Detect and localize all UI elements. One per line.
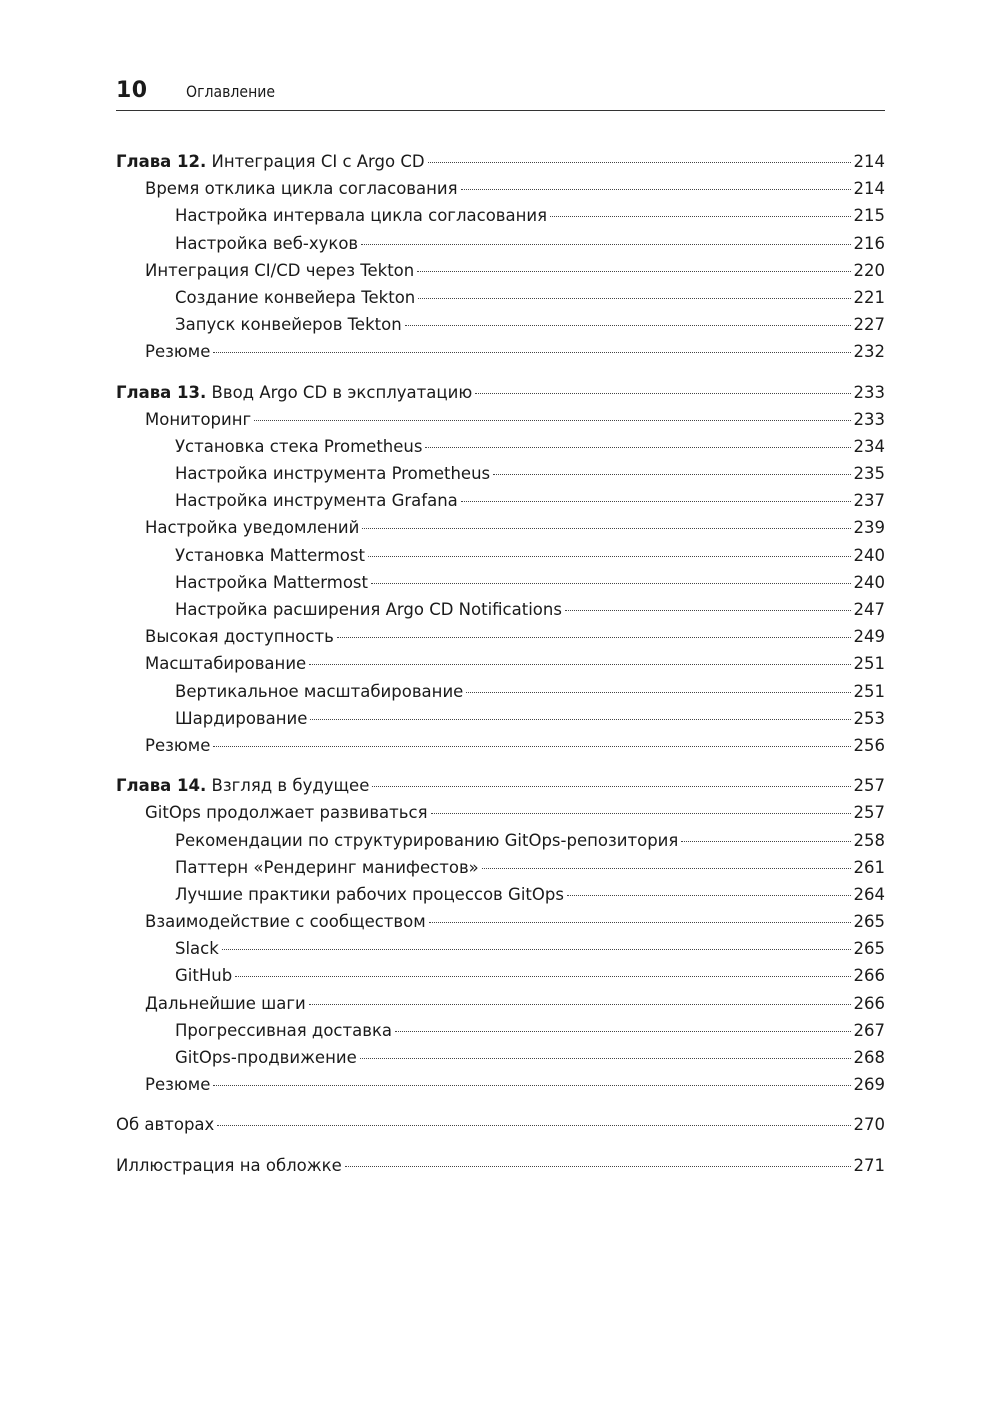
toc-entry-title bbox=[145, 803, 428, 822]
dot-leader bbox=[213, 352, 850, 353]
dot-leader bbox=[213, 1085, 850, 1086]
toc-entry[interactable] bbox=[116, 682, 885, 709]
toc-entry[interactable] bbox=[116, 1075, 885, 1102]
dot-leader bbox=[417, 271, 850, 272]
page-reference: 220 bbox=[853, 260, 885, 280]
entry-title-text: Масштабирование bbox=[145, 654, 307, 674]
entry-title-text: Прогрессивная доставка bbox=[175, 1020, 393, 1040]
dot-leader bbox=[213, 746, 850, 747]
toc-entry[interactable] bbox=[116, 912, 885, 939]
toc-entry-title bbox=[145, 342, 210, 361]
toc-entry-title bbox=[175, 206, 547, 225]
toc-entry[interactable] bbox=[116, 1048, 885, 1075]
page-reference: 270 bbox=[853, 1115, 885, 1135]
entry-title-text: Паттерн «Рендеринг манифестов» bbox=[175, 857, 479, 877]
entry-title-text: Шардирование bbox=[175, 708, 308, 728]
toc-entry-title bbox=[175, 966, 232, 985]
page-reference: 264 bbox=[853, 884, 885, 904]
toc-entry[interactable] bbox=[116, 234, 885, 261]
toc-entry-title bbox=[145, 912, 426, 931]
toc-entry[interactable] bbox=[116, 315, 885, 342]
page-reference: 268 bbox=[853, 1048, 885, 1067]
toc-entry-title bbox=[175, 600, 562, 619]
toc-entry-title bbox=[145, 736, 210, 755]
page-reference: 253 bbox=[853, 708, 885, 728]
page-reference: 258 bbox=[853, 830, 885, 850]
table-of-contents bbox=[116, 152, 885, 1196]
toc-entry-title bbox=[145, 654, 306, 673]
page-reference: 233 bbox=[853, 409, 885, 429]
page-reference: 227 bbox=[853, 315, 885, 335]
entry-title-text: Иллюстрация на обложке bbox=[116, 1155, 342, 1175]
entry-title-text: Лучшие практики рабочих процессов GitOps bbox=[175, 884, 564, 904]
toc-entry[interactable] bbox=[116, 709, 885, 736]
entry-title-text: Ввод Argo CD в эксплуатацию bbox=[206, 382, 473, 402]
toc-entry[interactable] bbox=[116, 627, 885, 654]
dot-leader bbox=[309, 664, 850, 665]
toc-entry-title bbox=[116, 1156, 342, 1175]
page-reference: 221 bbox=[853, 287, 885, 307]
entry-title-text: Дальнейшие шаги bbox=[145, 993, 306, 1013]
toc-entry[interactable] bbox=[116, 600, 885, 627]
page-reference: 240 bbox=[853, 572, 885, 592]
toc-entry-title bbox=[175, 858, 479, 877]
page-reference: 267 bbox=[853, 1020, 885, 1040]
dot-leader bbox=[345, 1166, 851, 1167]
dot-leader bbox=[429, 922, 851, 923]
entry-title-text: Запуск конвейеров Tekton bbox=[175, 315, 402, 335]
toc-chapter-entry[interactable] bbox=[116, 383, 885, 410]
page-reference: 256 bbox=[853, 735, 885, 755]
page-reference: 232 bbox=[853, 342, 885, 362]
toc-section bbox=[116, 152, 885, 370]
entry-title-text: Slack bbox=[175, 939, 219, 959]
toc-entry-title bbox=[175, 464, 490, 483]
toc-entry-title bbox=[175, 437, 422, 456]
dot-leader bbox=[235, 976, 850, 977]
toc-entry-title bbox=[116, 1115, 214, 1134]
dot-leader bbox=[482, 868, 851, 869]
entry-title-text: Настройка интервала цикла согласования bbox=[175, 206, 548, 226]
running-title: Оглавление bbox=[186, 82, 276, 101]
entry-title-text: Взгляд в будущее bbox=[206, 776, 370, 796]
dot-leader bbox=[550, 216, 850, 217]
toc-entry-title bbox=[175, 831, 678, 850]
toc-entry-title bbox=[175, 709, 307, 728]
toc-entry-title bbox=[145, 410, 251, 429]
toc-entry-title bbox=[145, 261, 414, 280]
dot-leader bbox=[310, 719, 850, 720]
page-reference: 251 bbox=[853, 654, 885, 674]
entry-title-text: Об авторах bbox=[116, 1115, 215, 1135]
page-reference: 271 bbox=[853, 1155, 885, 1175]
entry-title-text: GitOps продолжает развиваться bbox=[145, 803, 428, 823]
dot-leader bbox=[466, 692, 850, 693]
toc-entry[interactable] bbox=[116, 179, 885, 206]
entry-title-text: Вертикальное масштабирование bbox=[175, 681, 464, 701]
page-reference: 216 bbox=[853, 233, 885, 253]
page-reference: 257 bbox=[853, 776, 885, 796]
entry-title-text: Настройка инструмента Grafana bbox=[175, 491, 458, 511]
dot-leader bbox=[475, 393, 850, 394]
toc-entry[interactable] bbox=[116, 437, 885, 464]
toc-entry-title bbox=[116, 383, 472, 402]
dot-leader bbox=[405, 325, 851, 326]
dot-leader bbox=[254, 420, 850, 421]
toc-entry[interactable] bbox=[116, 410, 885, 437]
toc-entry-title bbox=[145, 179, 458, 198]
toc-entry[interactable] bbox=[116, 803, 885, 830]
dot-leader bbox=[493, 474, 850, 475]
dot-leader bbox=[425, 447, 850, 448]
page-reference: 237 bbox=[853, 491, 885, 511]
toc-entry-title bbox=[175, 682, 463, 701]
toc-entry-title bbox=[175, 1021, 392, 1040]
dot-leader bbox=[368, 556, 851, 557]
entry-title-text: Настройка инструмента Prometheus bbox=[175, 464, 491, 484]
chapter-label: Глава 14. bbox=[116, 776, 207, 796]
page-reference: 235 bbox=[853, 464, 885, 484]
toc-entry[interactable] bbox=[116, 342, 885, 369]
entry-title-text: Взаимодействие с сообществом bbox=[145, 912, 426, 932]
toc-chapter-entry[interactable] bbox=[116, 776, 885, 803]
page-reference: 249 bbox=[853, 627, 885, 647]
toc-entry-title bbox=[175, 491, 458, 510]
toc-entry[interactable] bbox=[116, 885, 885, 912]
toc-entry-title bbox=[175, 315, 402, 334]
toc-entry[interactable] bbox=[116, 858, 885, 885]
toc-entry-title bbox=[175, 288, 415, 307]
page-reference: 251 bbox=[853, 681, 885, 701]
page-reference: 240 bbox=[853, 545, 885, 565]
entry-title-text: Установка Mattermost bbox=[175, 545, 365, 565]
dot-leader bbox=[360, 1058, 851, 1059]
toc-chapter-entry[interactable] bbox=[116, 152, 885, 179]
page-reference: 239 bbox=[853, 518, 885, 538]
dot-leader bbox=[681, 841, 850, 842]
chapter-label: Глава 12. bbox=[116, 152, 207, 171]
entry-title-text: Высокая доступность bbox=[145, 627, 334, 647]
toc-entry-title bbox=[175, 234, 358, 253]
page-number: 10 bbox=[116, 78, 148, 103]
toc-chapter-entry[interactable] bbox=[116, 1156, 885, 1183]
toc-entry-title bbox=[116, 776, 369, 795]
toc-chapter-entry[interactable] bbox=[116, 1115, 885, 1142]
entry-title-text: GitHub bbox=[175, 966, 233, 986]
entry-title-text: Резюме bbox=[145, 1075, 211, 1095]
dot-leader bbox=[309, 1004, 851, 1005]
toc-entry[interactable] bbox=[116, 518, 885, 545]
toc-section bbox=[116, 1156, 885, 1183]
dot-leader bbox=[361, 244, 850, 245]
toc-entry[interactable] bbox=[116, 573, 885, 600]
dot-leader bbox=[461, 501, 851, 502]
entry-title-text: Установка стека Prometheus bbox=[175, 436, 423, 456]
page-reference: 266 bbox=[853, 993, 885, 1013]
dot-leader bbox=[567, 895, 851, 896]
toc-entry[interactable] bbox=[116, 206, 885, 233]
entry-title-text: Интеграция CI с Argo CD bbox=[206, 152, 425, 171]
toc-entry[interactable] bbox=[116, 1021, 885, 1048]
toc-entry-title bbox=[175, 939, 219, 958]
entry-title-text: Настройка уведомлений bbox=[145, 518, 360, 538]
dot-leader bbox=[362, 528, 850, 529]
toc-entry[interactable] bbox=[116, 831, 885, 858]
page-reference: 265 bbox=[853, 912, 885, 932]
dot-leader bbox=[371, 583, 851, 584]
toc-entry[interactable] bbox=[116, 288, 885, 315]
dot-leader bbox=[222, 949, 851, 950]
dot-leader bbox=[565, 610, 851, 611]
dot-leader bbox=[395, 1031, 850, 1032]
dot-leader bbox=[461, 189, 851, 190]
toc-entry[interactable] bbox=[116, 939, 885, 966]
toc-entry[interactable] bbox=[116, 994, 885, 1021]
toc-entry-title bbox=[145, 627, 334, 646]
toc-section bbox=[116, 776, 885, 1102]
entry-title-text: Рекомендации по структурированию GitOps-репозитория bbox=[175, 830, 679, 850]
toc-entry[interactable] bbox=[116, 261, 885, 288]
page-reference: 215 bbox=[853, 206, 885, 226]
entry-title-text: Создание конвейера Tekton bbox=[175, 287, 416, 307]
entry-title-text: Время отклика цикла согласования bbox=[145, 179, 458, 199]
entry-title-text: Настройка веб-хуков bbox=[175, 233, 359, 253]
dot-leader bbox=[217, 1125, 850, 1126]
toc-entry-title bbox=[175, 546, 365, 565]
toc-entry-title bbox=[175, 573, 368, 592]
entry-title-text: Настройка расширения Argo CD Notifications bbox=[175, 600, 562, 619]
toc-section bbox=[116, 1115, 885, 1142]
entry-title-text: Настройка Mattermost bbox=[175, 572, 368, 592]
toc-entry[interactable] bbox=[116, 546, 885, 573]
page-reference: 214 bbox=[853, 152, 885, 171]
page-reference: 265 bbox=[853, 939, 885, 959]
dot-leader bbox=[431, 813, 851, 814]
page-reference: 234 bbox=[853, 436, 885, 456]
toc-entry-title bbox=[145, 1075, 210, 1094]
toc-entry-title bbox=[175, 1048, 357, 1067]
page-reference: 261 bbox=[853, 857, 885, 877]
toc-entry[interactable] bbox=[116, 654, 885, 681]
entry-title-text: Мониторинг bbox=[145, 409, 252, 429]
toc-section bbox=[116, 383, 885, 764]
dot-leader bbox=[337, 637, 851, 638]
page-reference: 233 bbox=[853, 382, 885, 402]
chapter-label: Глава 13. bbox=[116, 382, 207, 402]
dot-leader bbox=[372, 786, 850, 787]
page-reference: 247 bbox=[853, 600, 885, 619]
toc-entry[interactable] bbox=[116, 736, 885, 763]
toc-entry[interactable] bbox=[116, 464, 885, 491]
page-reference: 214 bbox=[853, 179, 885, 199]
entry-title-text: Резюме bbox=[145, 342, 211, 362]
dot-leader bbox=[428, 162, 851, 163]
page-header bbox=[116, 78, 885, 111]
entry-title-text: Резюме bbox=[145, 735, 211, 755]
toc-entry[interactable] bbox=[116, 491, 885, 518]
toc-entry-title bbox=[145, 518, 359, 537]
toc-entry-title bbox=[116, 152, 425, 171]
toc-entry-title bbox=[175, 885, 564, 904]
entry-title-text: GitOps-продвижение bbox=[175, 1048, 357, 1067]
page-reference: 269 bbox=[853, 1075, 885, 1095]
entry-title-text: Интеграция CI/CD через Tekton bbox=[145, 260, 415, 280]
page-reference: 266 bbox=[853, 966, 885, 986]
page-reference: 257 bbox=[853, 803, 885, 823]
toc-entry-title bbox=[145, 994, 306, 1013]
toc-entry[interactable] bbox=[116, 966, 885, 993]
dot-leader bbox=[418, 298, 850, 299]
